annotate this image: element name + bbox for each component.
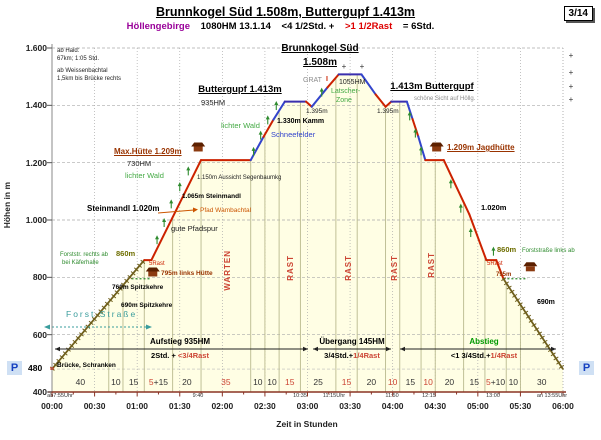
y-axis-tick-label: 600 xyxy=(32,329,47,340)
section-title: Aufstieg 935HM xyxy=(149,337,211,346)
start-elevation-label: 480 xyxy=(28,363,43,373)
profile-note: 760m Spitzkehre xyxy=(112,284,164,291)
leg-duration-value xyxy=(221,377,230,387)
leg-duration-value xyxy=(253,377,262,387)
y-axis-title: Höhen in m xyxy=(2,182,12,229)
clock-time-label: ab7:55Uhr xyxy=(47,393,73,399)
section-rest-time: <3/4Rast xyxy=(177,351,209,360)
profile-note: Brücke, Schranken xyxy=(57,362,116,369)
profile-note: ab Haid: xyxy=(57,48,80,54)
profile-note: Latscher- xyxy=(331,88,361,95)
leg-duration-value xyxy=(182,377,191,387)
stats-label: 1080HM 13.1.14 xyxy=(200,21,271,32)
page-number-badge: 3/14 xyxy=(564,6,593,21)
rest-minutes: 10 xyxy=(387,377,398,387)
y-axis-tick-label: 1.600 xyxy=(25,43,47,53)
buttergupf-label: Buttergupf 1.413m xyxy=(198,84,282,95)
profile-note: ab Weissenbachtal xyxy=(57,68,108,74)
leg-duration-value xyxy=(509,377,518,387)
walk-time-label: <4 1/2Std. + xyxy=(281,21,335,32)
profile-note: I xyxy=(326,76,328,83)
total-time-label: = 6Std. xyxy=(402,21,435,32)
profile-note: 860m xyxy=(116,249,136,258)
leg-duration-value xyxy=(129,377,138,387)
leg-duration-value xyxy=(76,377,85,387)
x-axis-tick-label: 00:00 xyxy=(41,401,63,411)
profile-note: gute Pfadspur xyxy=(171,224,218,233)
svg-text:+: + xyxy=(568,82,574,91)
x-axis-tick-label: 01:30 xyxy=(168,401,191,411)
leg-duration-value xyxy=(445,377,454,387)
x-axis-tick-label: 06:00 xyxy=(552,401,574,411)
profile-note: 5Rast xyxy=(487,261,503,267)
leg-duration-value xyxy=(423,377,432,387)
leg-duration-value xyxy=(313,377,322,387)
clock-time-label: 10:35 xyxy=(293,393,307,399)
walk-minutes: 30 xyxy=(536,377,547,387)
walk-minutes: 25 xyxy=(313,377,323,387)
svg-text:+: + xyxy=(568,95,574,104)
clock-time-label: 12:15 xyxy=(422,393,436,399)
profile-note: Forststraße links ab xyxy=(522,248,575,254)
walk-minutes: 20 xyxy=(444,377,455,387)
walk-minutes: +10 xyxy=(490,377,506,387)
profile-note: 1.395m xyxy=(377,108,399,115)
x-axis-tick-label: 00:30 xyxy=(83,401,106,411)
clock-time-label: 11:15Uhr xyxy=(322,393,346,399)
rast-label: RAST xyxy=(286,255,295,281)
profile-note: 67km; 1:05 Std. xyxy=(57,56,100,62)
clock-time-label: 13:00 xyxy=(486,393,500,399)
rast-label: RAST xyxy=(344,255,353,281)
rest-minutes: 10 xyxy=(423,377,433,387)
profile-note: lichter Wald xyxy=(125,171,164,180)
section-duration xyxy=(324,351,380,360)
rest-minutes: 35 xyxy=(221,377,231,387)
profile-note: 1.065m Steinmandl xyxy=(182,193,241,200)
jagdhuette-label: 1.209m Jagdhütte xyxy=(447,143,515,152)
leg-duration-value xyxy=(267,377,276,387)
leg-duration-value xyxy=(406,377,415,387)
walk-minutes: 20 xyxy=(182,377,192,387)
x-axis-tick-label: 04:30 xyxy=(424,401,447,411)
profile-note: Forststr. rechts ab xyxy=(60,252,109,258)
x-axis-tick-label: 04:00 xyxy=(381,401,404,411)
profile-note: 730HM xyxy=(127,159,152,168)
maxhuette-label: Max.Hütte 1.209m xyxy=(114,147,182,156)
rast-label: RAST xyxy=(390,255,399,281)
clock-time-label: 9:40 xyxy=(192,393,204,399)
profile-note: Schneefelder xyxy=(271,130,316,139)
profile-note: Steinmandl 1.020m xyxy=(87,204,160,213)
leg-duration-value xyxy=(470,377,479,387)
rast-label: RAST xyxy=(427,252,436,278)
y-axis-tick-label: 1.200 xyxy=(25,157,47,168)
profile-note: 935HM xyxy=(201,98,226,107)
section-walk-time: 3/4Std.+ xyxy=(324,351,354,360)
summit-elevation: 1.508m xyxy=(303,57,337,68)
profile-note: 1055HM xyxy=(339,79,366,86)
section-walk-time: <1 3/4Std.+ xyxy=(450,351,491,360)
leg-duration-value xyxy=(149,377,168,387)
profile-note: 1.395m xyxy=(306,108,328,115)
y-axis-tick-label: 800 xyxy=(32,272,47,283)
leg-duration-value xyxy=(367,377,376,387)
section-duration xyxy=(451,351,517,360)
profile-note: 860m xyxy=(497,245,517,254)
profile-note: 1,5km bis Brücke rechts xyxy=(57,76,122,82)
section-duration xyxy=(151,351,209,360)
profile-note: schöne Sicht auf Höllg. xyxy=(414,96,476,102)
walk-minutes: 10 xyxy=(267,377,277,387)
profile-note: GRAT xyxy=(303,77,322,84)
walk-minutes: 40 xyxy=(75,377,86,387)
rest-minutes: 15 xyxy=(341,377,352,387)
leg-duration-value xyxy=(111,377,120,387)
y-axis-tick-label: 1.000 xyxy=(25,215,47,225)
x-axis-tick-label: 02:00 xyxy=(211,401,234,411)
section-title: Abstieg xyxy=(469,337,499,346)
profile-note: 795m xyxy=(496,272,512,278)
svg-text:+: + xyxy=(341,62,347,71)
x-axis-tick-label: 02:30 xyxy=(254,401,276,411)
x-axis-tick-label: 05:30 xyxy=(509,401,532,411)
walk-minutes: 10 xyxy=(253,377,263,387)
profile-note: 795m links Hütte xyxy=(161,270,213,277)
clock-time-label: an 13:55Uhr xyxy=(536,393,568,399)
walk-minutes: 15 xyxy=(405,377,416,387)
buttergupf2-label: 1.413m Buttergupf xyxy=(390,81,474,92)
walk-minutes: 15 xyxy=(128,377,139,387)
rest-minutes: 15 xyxy=(285,377,295,387)
leg-duration-value xyxy=(342,377,351,387)
leg-duration-value xyxy=(486,377,505,387)
profile-note: 1.150m Aussicht Segenbaumkg xyxy=(197,175,282,181)
svg-text:+: + xyxy=(568,68,574,77)
profile-note: Pfad Wambachtal xyxy=(200,207,252,214)
profile-note: 690m xyxy=(537,299,555,306)
leg-duration-value xyxy=(388,377,397,387)
svg-text:+: + xyxy=(568,51,574,60)
warten-label: WARTEN xyxy=(223,250,232,291)
section-title: Übergang 145HM xyxy=(319,337,385,346)
summit-label: Brunnkogel Süd xyxy=(281,43,359,54)
y-axis-tick-label: 1.400 xyxy=(25,100,47,111)
walk-minutes: 10 xyxy=(508,377,519,387)
leg-duration-value xyxy=(537,377,546,387)
rest-minutes: 5 xyxy=(485,377,491,387)
x-axis-tick-label: 01:00 xyxy=(126,401,149,411)
chart-subtitle xyxy=(0,21,561,32)
walk-minutes: +15 xyxy=(153,377,169,387)
clock-time-label: 11:50 xyxy=(385,393,399,399)
profile-note: 5Rast xyxy=(149,261,165,267)
profile-note: Zone xyxy=(336,97,352,104)
section-rest-time: 1/4Rast xyxy=(353,351,380,360)
walk-minutes: 20 xyxy=(366,377,377,387)
x-axis-tick-label: 03:00 xyxy=(296,401,319,411)
region-label: Höllengebirge xyxy=(126,21,190,32)
profile-note: 1.020m xyxy=(481,203,507,212)
parking-icon-right: P xyxy=(579,361,594,375)
parking-icon-left: P xyxy=(7,361,22,375)
profile-note: Forst Straße xyxy=(66,309,138,319)
walk-minutes: 10 xyxy=(111,377,121,387)
svg-text:+: + xyxy=(359,62,365,71)
profile-note: bei Käferhalle xyxy=(62,260,99,266)
x-axis-tick-label: 05:00 xyxy=(466,401,489,411)
profile-note: lichter Wald xyxy=(221,121,260,130)
x-axis-title: Zeit in Stunden xyxy=(276,419,338,429)
rest-minutes: 5 xyxy=(148,377,154,387)
leg-duration-value xyxy=(285,377,294,387)
rest-time-label: >1 1/2Rast xyxy=(344,21,393,32)
section-rest-time: 1/4Rast xyxy=(490,351,518,360)
profile-note: 690m Spitzkehre xyxy=(121,302,173,309)
chart-title: Brunnkogel Süd 1.508m, Buttergupf 1.413m xyxy=(155,5,416,19)
x-axis-tick-label: 03:30 xyxy=(339,401,361,411)
profile-note: 1.330m Kamm xyxy=(277,118,325,125)
walk-minutes: 15 xyxy=(469,377,480,387)
section-walk-time: 2Std. + xyxy=(151,351,178,360)
y-axis-tick-label: 400 xyxy=(32,387,47,397)
